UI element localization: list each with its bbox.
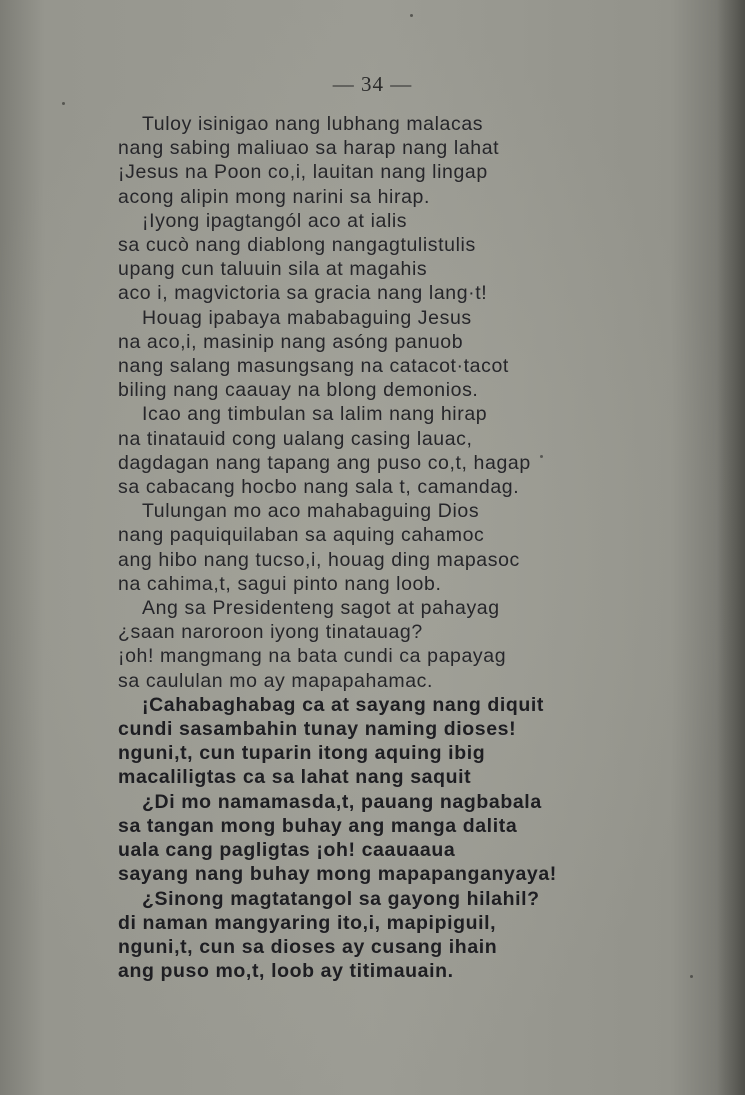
poem-line: sa tangan mong buhay ang manga dalita bbox=[118, 814, 518, 837]
poem-line: ¿saan naroroon iyong tinatauag? bbox=[118, 621, 423, 644]
page-edge-shadow bbox=[717, 0, 745, 1095]
poem-line: ¡Cahabaghabag ca at sayang nang diquit bbox=[142, 693, 545, 716]
poem-line: sa cabacang hocbo nang sala t, camandag. bbox=[118, 476, 520, 499]
poem-line: ang hibo nang tucso,i, houag ding mapasoc bbox=[118, 548, 520, 571]
poem-line: Houag ipabaya mababaguing Jesus bbox=[142, 306, 472, 329]
poem-line: ¿Sinong magtatangol sa gayong hilahil? bbox=[142, 887, 540, 910]
poem-line: Icao ang timbulan sa lalim nang hirap bbox=[142, 403, 488, 426]
poem-line: sa caululan mo ay mapapahamac. bbox=[118, 669, 434, 692]
poem-line: ¿Di mo namamasda,t, pauang nagbabala bbox=[142, 790, 542, 813]
poem-line: biling nang caauay na blong demonios. bbox=[118, 379, 479, 402]
poem-line: na cahima,t, sagui pinto nang loob. bbox=[118, 572, 442, 595]
poem-line: sayang nang buhay mong mapapanganyaya! bbox=[118, 863, 557, 886]
poem-line: Tulungan mo aco mahabaguing Dios bbox=[142, 500, 480, 523]
paper-speck bbox=[690, 975, 693, 978]
poem-line: na aco,i, masinip nang asóng panuob bbox=[118, 330, 464, 353]
poem-line: acong alipin mong narini sa hirap. bbox=[118, 185, 430, 208]
page-number: — 34 — bbox=[332, 72, 413, 96]
poem-line: ang puso mo,t, loob ay titimauain. bbox=[118, 960, 454, 983]
paper-speck bbox=[62, 102, 65, 105]
poem-line: ¡Iyong ipagtangól aco at ialis bbox=[142, 209, 408, 232]
poem-line: upang cun taluuin sila at magahis bbox=[118, 258, 428, 281]
poem-line: nguni,t, cun tuparin itong aquing ibig bbox=[118, 742, 486, 765]
poem-line: ¡Jesus na Poon co,i, lauitan nang lingap bbox=[118, 161, 488, 184]
poem-line: na tinatauid cong ualang casing lauac, bbox=[118, 427, 473, 450]
poem-line: Ang sa Presidenteng sagot at pahayag bbox=[142, 597, 500, 620]
poem-line: ¡oh! mangmang na bata cundi ca papayag bbox=[118, 645, 507, 668]
poem-line: nang salang masungsang na catacot·tacot bbox=[118, 355, 509, 378]
poem-line: sa cucò nang diablong nangagtulistulis bbox=[118, 234, 476, 257]
poem-line: dagdagan nang tapang ang puso co,t, hagap bbox=[118, 451, 531, 474]
poem-line: nang sabing maliuao sa harap nang lahat bbox=[118, 137, 500, 160]
poem-line: cundi sasambahin tunay naming dioses! bbox=[118, 718, 517, 741]
poem-line: macaliligtas ca sa lahat nang saquit bbox=[118, 766, 472, 789]
poem-line: aco i, magvictoria sa gracia nang lang·t! bbox=[118, 282, 488, 305]
poem-line: nguni,t, cun sa dioses ay cusang ihain bbox=[118, 935, 498, 958]
poem-line: di naman mangyaring ito,i, mapipiguil, bbox=[118, 911, 497, 934]
poem-text bbox=[118, 112, 638, 983]
poem-line: nang paquiquilaban sa aquing cahamoc bbox=[118, 524, 485, 547]
poem-line: uala cang pagligtas ¡oh! caauaaua bbox=[118, 839, 456, 862]
poem-line: Tuloy isinigao nang lubhang malacas bbox=[142, 113, 484, 135]
paper-speck bbox=[410, 14, 413, 17]
